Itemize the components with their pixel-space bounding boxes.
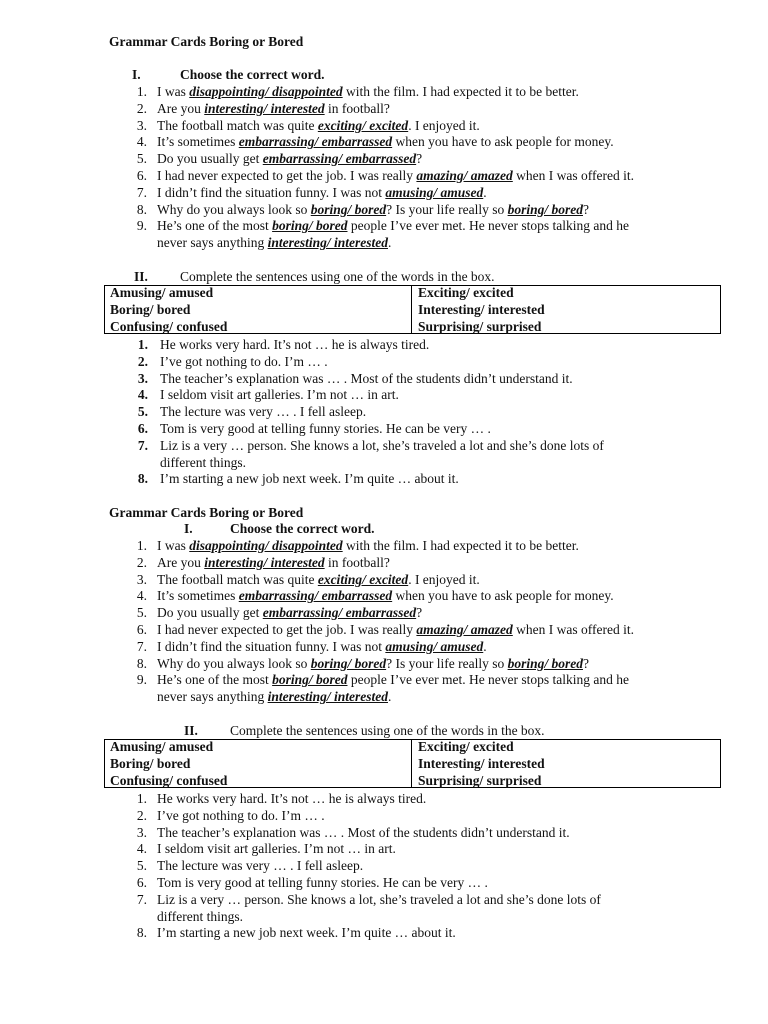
- item-text: [157, 605, 422, 622]
- item-number: 8.: [136, 925, 147, 941]
- sentence-text: The teacher’s explanation was … . Most of the students didn’t understand it.: [157, 824, 570, 840]
- item-number: 8.: [136, 655, 147, 671]
- sentence-part: Why do you always look so: [157, 201, 311, 217]
- list-item: [0, 404, 768, 421]
- section-number: I.: [184, 521, 193, 536]
- sentence-text: The teacher’s explanation was … . Most of the students didn’t understand it.: [160, 370, 573, 386]
- sentence-part: He’s one of the most: [157, 672, 273, 688]
- sentence-text: I’m starting a new job next week. I’m quite … about it.: [160, 471, 459, 487]
- answer-choice[interactable]: embarrassing/ embarrassed: [262, 151, 417, 167]
- sentence-part: Are you: [157, 100, 205, 116]
- sentence-part: . I enjoyed it.: [408, 117, 480, 133]
- sentence-part: ?: [416, 151, 423, 167]
- section-title: Complete the sentences using one of the words in the box.: [230, 723, 545, 738]
- answer-choice[interactable]: boring/ bored: [310, 655, 387, 671]
- list-item: [0, 387, 768, 404]
- sentence-part: ?: [582, 201, 589, 217]
- item-number: 5.: [136, 605, 147, 621]
- section-number: II.: [184, 723, 198, 738]
- list-item: [0, 354, 768, 371]
- answer-choice[interactable]: amusing/ amused: [385, 184, 484, 200]
- sentence-text: Tom is very good at telling funny stories. He can be very … .: [157, 874, 488, 890]
- item-number: 6.: [137, 420, 148, 436]
- word-box-divider: [411, 286, 412, 333]
- item-text: [157, 588, 614, 605]
- sentence-part: ?: [416, 605, 423, 621]
- list-item: [0, 858, 768, 875]
- sentence-part: He’s one of the most: [157, 218, 273, 234]
- list-item: [0, 202, 768, 219]
- list-item: [0, 168, 768, 185]
- list-item: [0, 588, 768, 605]
- complete-sentence-list: [0, 791, 768, 942]
- item-number: 5.: [136, 858, 147, 874]
- sentence-text: He works very hard. It’s not … he is always tired.: [160, 337, 430, 352]
- item-number: 2.: [136, 100, 147, 116]
- sentence-part: .: [483, 638, 487, 654]
- word-box-item: Surprising/ surprised: [418, 318, 542, 334]
- list-item: [0, 84, 768, 101]
- sentence-part: ? Is your life really so: [386, 201, 508, 217]
- list-item: [0, 151, 768, 168]
- sentence-part: I had never expected to get the job. I was really: [157, 167, 417, 183]
- list-item: [0, 218, 768, 252]
- item-number: 5.: [136, 151, 147, 167]
- sentence-text: different things.: [157, 908, 243, 924]
- list-item: [0, 825, 768, 842]
- sentence-text: Liz is a very … person. She knows a lot, she’s traveled a lot and she’s done lots of: [157, 891, 601, 907]
- word-box-item: Boring/ bored: [110, 755, 191, 771]
- list-item: [0, 555, 768, 572]
- item-text: [160, 471, 459, 488]
- item-text: [157, 134, 614, 151]
- sentence-text: The lecture was very … . I fell asleep.: [160, 404, 367, 420]
- item-number: 7.: [137, 437, 148, 453]
- sentence-part: It’s sometimes: [157, 134, 239, 150]
- sentence-part: It’s sometimes: [157, 588, 239, 604]
- word-box: [104, 739, 721, 788]
- item-text: [157, 639, 487, 656]
- section-title: Complete the sentences using one of the words in the box.: [180, 269, 495, 284]
- answer-choice[interactable]: boring/ bored: [310, 201, 387, 217]
- item-number: 3.: [136, 117, 147, 133]
- item-number: 9.: [136, 218, 147, 234]
- item-text: [160, 438, 604, 472]
- sentence-part: I was: [157, 538, 190, 553]
- answer-choice[interactable]: interesting/ interested: [204, 554, 325, 570]
- sentence-text: Liz is a very … person. She knows a lot, she’s traveled a lot and she’s done lots of: [160, 437, 604, 453]
- item-number: 9.: [136, 672, 147, 688]
- section-1-heading: [132, 67, 324, 84]
- item-text: [160, 421, 491, 438]
- list-item: [0, 471, 768, 488]
- answer-choice[interactable]: embarrassing/ embarrassed: [238, 134, 393, 150]
- item-number: 3.: [137, 370, 148, 386]
- sentence-text: different things.: [160, 454, 246, 470]
- list-item: [0, 538, 768, 555]
- word-box-item: Confusing/ confused: [110, 772, 228, 788]
- list-item: [0, 808, 768, 825]
- item-number: 2.: [137, 353, 148, 369]
- sentence-part: when you have to ask people for money.: [392, 134, 614, 150]
- section-1-heading: [184, 521, 374, 538]
- list-item: [0, 371, 768, 388]
- list-item: [0, 438, 768, 472]
- item-number: 2.: [136, 554, 147, 570]
- answer-choice[interactable]: exciting/ excited: [317, 117, 409, 133]
- sentence-part: I had never expected to get the job. I was really: [157, 621, 417, 637]
- item-number: 1.: [136, 538, 147, 553]
- list-item: [0, 892, 768, 926]
- item-text: [157, 841, 396, 858]
- item-text: [157, 101, 390, 118]
- word-box-item: Interesting/ interested: [418, 755, 545, 771]
- list-item: [0, 101, 768, 118]
- section-number: I.: [132, 67, 141, 82]
- sentence-part: The football match was quite: [157, 117, 318, 133]
- list-item: [0, 925, 768, 942]
- item-number: 3.: [136, 824, 147, 840]
- word-box-item: Boring/ bored: [110, 301, 191, 317]
- item-text: [157, 925, 456, 942]
- answer-choice[interactable]: amazing/ amazed: [416, 621, 513, 637]
- item-text: [160, 354, 328, 371]
- sentence-part: I was: [157, 84, 190, 99]
- list-item: [0, 572, 768, 589]
- list-item: [0, 639, 768, 656]
- word-box-item: Amusing/ amused: [110, 285, 214, 300]
- complete-sentence-list: [0, 337, 768, 488]
- list-item: [0, 185, 768, 202]
- list-item: [0, 118, 768, 135]
- item-text: [157, 118, 480, 135]
- answer-choice[interactable]: boring/ bored: [272, 218, 348, 234]
- item-text: [157, 84, 579, 101]
- list-item: [0, 622, 768, 639]
- sentence-part: .: [388, 689, 392, 705]
- sentence-part: never says anything: [157, 235, 268, 251]
- word-box-item: Amusing/ amused: [110, 739, 214, 754]
- item-number: 4.: [136, 841, 147, 857]
- sentence-part: Do you usually get: [157, 151, 263, 167]
- list-item: [0, 656, 768, 673]
- word-box: [104, 285, 721, 334]
- sentence-part: I didn’t find the situation funny. I was not: [157, 184, 386, 200]
- card-title: Grammar Cards Boring or Bored: [109, 505, 304, 520]
- word-box-item: Exciting/ excited: [418, 739, 514, 754]
- card-title: Grammar Cards Boring or Bored: [109, 34, 304, 49]
- sentence-part: people I’ve ever met. He never stops talking and he: [347, 218, 630, 234]
- item-number: 8.: [137, 471, 148, 487]
- answer-choice[interactable]: interesting/ interested: [267, 689, 388, 705]
- item-text: [157, 808, 325, 825]
- sentence-part: in football?: [324, 554, 390, 570]
- section-2-heading: [134, 269, 495, 286]
- item-text: [157, 168, 634, 185]
- sentence-part: .: [388, 235, 392, 251]
- answer-choice[interactable]: embarrassing/ embarrassed: [238, 588, 393, 604]
- item-number: 4.: [137, 387, 148, 403]
- item-number: 1.: [136, 84, 147, 99]
- word-box-divider: [411, 740, 412, 787]
- item-text: [160, 337, 429, 354]
- item-number: 3.: [136, 571, 147, 587]
- sentence-part: I didn’t find the situation funny. I was not: [157, 638, 386, 654]
- item-text: [157, 218, 629, 252]
- item-text: [157, 151, 422, 168]
- item-number: 6.: [136, 621, 147, 637]
- list-item: [0, 421, 768, 438]
- answer-choice[interactable]: disappointing/ disappointed: [189, 84, 343, 99]
- choose-word-list: [0, 538, 768, 706]
- section-title: Choose the correct word.: [230, 521, 375, 536]
- answer-choice[interactable]: interesting/ interested: [204, 100, 325, 116]
- item-text: [157, 185, 487, 202]
- item-text: [157, 538, 579, 555]
- section-number: II.: [134, 269, 148, 284]
- sentence-text: I seldom visit art galleries. I’m not … in art.: [160, 387, 399, 403]
- item-number: 7.: [136, 184, 147, 200]
- sentence-part: ? Is your life really so: [386, 655, 508, 671]
- item-number: 6.: [136, 167, 147, 183]
- sentence-text: I’ve got nothing to do. I’m … .: [160, 353, 328, 369]
- item-text: [157, 202, 589, 219]
- sentence-part: Are you: [157, 554, 205, 570]
- answer-choice[interactable]: exciting/ excited: [317, 571, 409, 587]
- answer-choice[interactable]: boring/ bored: [507, 655, 583, 671]
- sentence-text: The lecture was very … . I fell asleep.: [157, 858, 364, 874]
- sentence-text: He works very hard. It’s not … he is always tired.: [157, 791, 427, 806]
- list-item: [0, 841, 768, 858]
- sentence-part: Do you usually get: [157, 605, 263, 621]
- item-text: [157, 858, 363, 875]
- list-item: [0, 605, 768, 622]
- word-box-item: Exciting/ excited: [418, 285, 514, 300]
- item-text: [157, 622, 634, 639]
- word-box-item: Surprising/ surprised: [418, 772, 542, 788]
- section-title: Choose the correct word.: [180, 67, 325, 82]
- item-text: [157, 825, 570, 842]
- answer-choice[interactable]: disappointing/ disappointed: [189, 538, 343, 553]
- choose-word-list: [0, 84, 768, 252]
- item-text: [160, 371, 573, 388]
- sentence-part: when I was offered it.: [512, 167, 635, 183]
- answer-choice[interactable]: boring/ bored: [507, 201, 583, 217]
- item-number: 2.: [136, 807, 147, 823]
- section-2-heading: [184, 723, 545, 740]
- item-number: 8.: [136, 201, 147, 217]
- item-number: 7.: [136, 891, 147, 907]
- list-item: [0, 134, 768, 151]
- item-text: [157, 656, 589, 673]
- sentence-part: ?: [582, 655, 589, 671]
- answer-choice[interactable]: amusing/ amused: [385, 638, 484, 654]
- sentence-part: with the film. I had expected it to be better.: [342, 84, 579, 99]
- sentence-part: .: [483, 184, 487, 200]
- sentence-text: I’m starting a new job next week. I’m quite … about it.: [157, 925, 456, 941]
- list-item: [0, 337, 768, 354]
- sentence-part: The football match was quite: [157, 571, 318, 587]
- item-text: [160, 404, 366, 421]
- sentence-text: Tom is very good at telling funny stories. He can be very … .: [160, 420, 491, 436]
- list-item: [0, 672, 768, 706]
- item-text: [157, 672, 629, 706]
- answer-choice[interactable]: embarrassing/ embarrassed: [262, 605, 417, 621]
- item-text: [157, 555, 390, 572]
- answer-choice[interactable]: amazing/ amazed: [416, 167, 513, 183]
- item-text: [157, 875, 488, 892]
- item-number: 1.: [136, 791, 147, 806]
- sentence-part: with the film. I had expected it to be better.: [342, 538, 579, 553]
- sentence-part: in football?: [324, 100, 390, 116]
- item-number: 7.: [136, 638, 147, 654]
- sentence-part: people I’ve ever met. He never stops talking and he: [347, 672, 630, 688]
- item-text: [157, 791, 426, 808]
- word-box-item: Confusing/ confused: [110, 318, 228, 334]
- item-text: [160, 387, 399, 404]
- sentence-part: when you have to ask people for money.: [392, 588, 614, 604]
- item-text: [157, 892, 601, 926]
- item-number: 1.: [137, 337, 148, 352]
- sentence-part: never says anything: [157, 689, 268, 705]
- sentence-part: when I was offered it.: [512, 621, 635, 637]
- sentence-text: I seldom visit art galleries. I’m not … in art.: [157, 841, 396, 857]
- list-item: [0, 791, 768, 808]
- list-item: [0, 875, 768, 892]
- item-number: 4.: [136, 134, 147, 150]
- answer-choice[interactable]: interesting/ interested: [267, 235, 388, 251]
- sentence-part: Why do you always look so: [157, 655, 311, 671]
- item-number: 6.: [136, 874, 147, 890]
- item-text: [157, 572, 480, 589]
- word-box-item: Interesting/ interested: [418, 301, 545, 317]
- item-number: 4.: [136, 588, 147, 604]
- sentence-part: . I enjoyed it.: [408, 571, 480, 587]
- sentence-text: I’ve got nothing to do. I’m … .: [157, 807, 325, 823]
- answer-choice[interactable]: boring/ bored: [272, 672, 348, 688]
- item-number: 5.: [137, 404, 148, 420]
